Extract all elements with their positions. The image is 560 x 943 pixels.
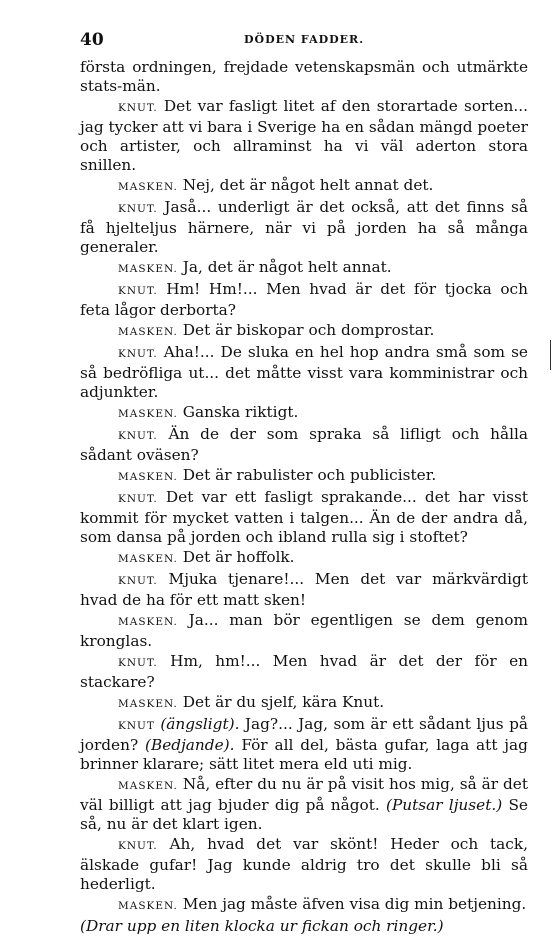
spoken-text: Det är du sjelf, kära Knut. (182, 693, 385, 711)
spoken-text: Nå, efter du nu är på visit hos mig, så är det väl billigt att jag bjuder dig på något. (80, 775, 528, 814)
dialogue-line (80, 97, 528, 175)
stage-direction: (Bedjande). (145, 736, 235, 754)
stage-direction: (ängsligt). (160, 715, 240, 733)
speaker-name: KNUT. (118, 493, 158, 505)
spoken-text: För all del, bästa gufar, laga att jag brinner klarare; sätt litet mera eld uti mig. (80, 736, 528, 773)
speaker-name: KNUT. (118, 840, 158, 852)
speaker-name: KNUT. (118, 203, 158, 215)
dialogue-line (80, 403, 528, 424)
speaker-name: KNUT (118, 720, 155, 732)
speaker-name: MASKEN. (118, 553, 178, 565)
running-title: DÖDEN FADDER. (243, 33, 365, 46)
speaker-name: MASKEN. (118, 698, 178, 710)
spoken-text: Mjuka tjenare!... Men det var märkvärdigt hvad de ha för ett matt sken! (80, 570, 528, 609)
dialogue-line (80, 835, 528, 894)
dialogue-line (80, 715, 528, 774)
spoken-text: Det är rabulister och publicister. (182, 466, 437, 484)
spoken-text: Det är hoffolk. (182, 548, 295, 566)
dialogue-line (80, 280, 528, 320)
spoken-text: Ah, hvad det var skönt! Heder och tack, älskade gufar! Jag kunde aldrig tro det skulle bli så hederligt. (80, 835, 528, 893)
spoken-text: Men jag måste äfven visa dig min betjening. (182, 895, 527, 913)
speaker-name: MASKEN. (118, 616, 178, 628)
dialogue-line (80, 693, 528, 714)
spoken-text: Hm! Hm!... Men hvad är det för tjocka och feta lågor derborta? (80, 280, 528, 319)
spoken-text: Jag?... Jag, som är ett sådant ljus på jorden? (80, 715, 528, 754)
spoken-text: Det var ett fasligt sprakande... det har visst kommit för mycket vatten i talgen... Än de der andra då, som dansa på jorden och ibland rulla sig i stoftet? (80, 488, 528, 546)
dialogue-line (80, 488, 528, 547)
spoken-text: Det var fasligt litet af den storartade sorten... jag tycker att vi bara i Sverige ha en sådan mängd poeter och artister, och allraminst ha vi väl aderton stora snillen. (80, 97, 528, 174)
speaker-name: MASKEN. (118, 181, 178, 193)
speaker-name: MASKEN. (118, 263, 178, 275)
spoken-text: Ja... man bör egentligen se dem genom kronglas. (80, 611, 528, 650)
page-number: 40 (80, 30, 104, 50)
speaker-name: MASKEN. (118, 408, 178, 420)
dialogue-line (80, 895, 528, 916)
spoken-text: första ordningen, frejdade vetenskapsmän och utmärkte stats-män. (80, 58, 528, 95)
speaker-name: MASKEN. (118, 326, 178, 338)
speaker-name: KNUT. (118, 285, 158, 297)
page-header (80, 30, 528, 52)
spoken-text: Ganska riktigt. (182, 403, 299, 421)
dialogue-line (80, 917, 528, 936)
stage-direction: (Drar upp en liten klocka ur fickan och ringer.) (80, 917, 444, 935)
spoken-text: Jaså... underligt är det också, att det finns så få hjelteljus härnere, när vi på jorden ha så många generaler. (80, 198, 528, 256)
spoken-text: Det är biskopar och domprostar. (182, 321, 435, 339)
speaker-name: KNUT. (118, 348, 158, 360)
spoken-text: Nej, det är något helt annat det. (182, 176, 434, 194)
dialogue-line (80, 321, 528, 342)
speaker-name: KNUT. (118, 657, 158, 669)
dialogue-line (80, 548, 528, 569)
stage-direction: (Putsar ljuset.) (386, 796, 503, 814)
dialogue-line (80, 611, 528, 651)
spoken-text: Aha!... De sluka en hel hop andra små som se så bedröfliga ut... det måtte visst vara komministrar och adjunkter. (80, 343, 528, 401)
dialogue-line (80, 570, 528, 610)
dialogue-line (80, 58, 528, 96)
speaker-name: MASKEN. (118, 471, 178, 483)
dialogue-line (80, 198, 528, 257)
spoken-text: Ja, det är något helt annat. (182, 258, 392, 276)
dialogue-line (80, 176, 528, 197)
spoken-text: Se så, nu är det klart igen. (80, 796, 528, 833)
spoken-text: Hm, hm!... Men hvad är det der för en stackare? (80, 652, 528, 691)
speaker-name: KNUT. (118, 430, 158, 442)
speaker-name: MASKEN. (118, 780, 178, 792)
dialogue-text (80, 58, 528, 936)
dialogue-line (80, 466, 528, 487)
dialogue-line (80, 652, 528, 692)
margin-mark (550, 340, 551, 370)
dialogue-line (80, 775, 528, 834)
spoken-text: Än de der som spraka så lifligt och hålla sådant oväsen? (80, 425, 528, 464)
dialogue-line (80, 343, 528, 402)
speaker-name: KNUT. (118, 575, 158, 587)
speaker-name: KNUT. (118, 102, 158, 114)
dialogue-line (80, 425, 528, 465)
dialogue-line (80, 258, 528, 279)
speaker-name: MASKEN. (118, 900, 178, 912)
book-page (80, 30, 528, 937)
